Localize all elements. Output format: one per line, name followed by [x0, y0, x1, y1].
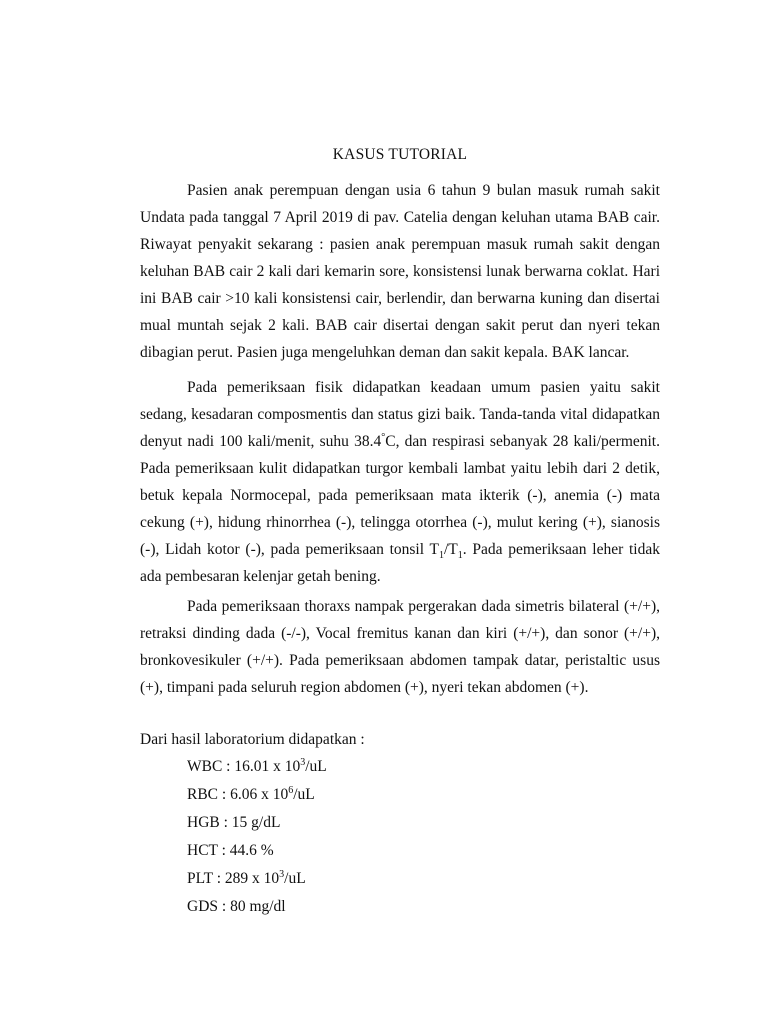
paragraph-history: Pasien anak perempuan dengan usia 6 tahun 9 bulan masuk rumah sakit Undata pada tanggal 7 April 2019 di pav. Catelia dengan keluhan utama BAB cair. Riwayat penyakit sekarang : pasien anak perempuan masuk rumah sakit dengan keluhan BAB cair 2 kali dari kemarin sore, konsistensi lunak berwarna coklat. Hari ini BAB cair >10 kali konsistensi cair, berlendir, dan berwarna kuning dan disertai mual muntah sejak 2 kali. BAB cair disertai dengan sakit perut dan nyeri tekan dibagian perut. Pasien juga mengeluhkan deman dan sakit kepala. BAK lancar.: [140, 182, 660, 361]
paragraph-physical-exam: [140, 374, 660, 590]
lab-item-plt: PLT : 289 x $10^3/uL$: [187, 868, 306, 887]
lab-item-hct: HCT : 44.6 %: [187, 842, 274, 859]
paragraph-thorax-abdomen: Pada pemeriksaan thoraxs nampak pergerakan dada simetris bilateral (+/+), retraksi dinding dada (-/-), Vocal fremitus kanan dan kiri (+/+), dan sonor (+/+), bronkovesikuler (+/+). Pada pemeriksaan abdomen tampak datar, peristaltic usus (+), timpani pada seluruh region abdomen (+), nyeri tekan abdomen (+).: [140, 598, 660, 696]
document-title: KASUS TUTORIAL: [332, 146, 468, 163]
degree-symbol: °: [381, 431, 386, 443]
paragraph-physical-exam-text-3: . Pada pemeriksaan leher tidak ada pembesaran kelenjar getah bening.: [140, 541, 660, 585]
lab-item-rbc: RBC : 6.06 x $10^6/uL$: [187, 784, 315, 803]
tonsil-subscript-1: 1: [438, 550, 444, 562]
tonsil-subscript-2: 1: [457, 550, 463, 562]
lab-item-hgb: HGB : 15 g/dL: [187, 814, 281, 831]
tonsil-slash: /T: [443, 541, 458, 558]
lab-item-wbc: WBC : 16.01 x $10^3/uL$: [187, 756, 327, 775]
lab-results-list: [187, 753, 327, 921]
lab-item-gds: GDS : 80 mg/dl: [187, 898, 286, 915]
paragraph-physical-exam-text-2: C, dan respirasi sebanyak 28 kali/permenit. Pada pemeriksaan kulit didapatkan turgor kembali lambat yaitu lebih dari 2 detik, betuk kepala Normocepal, pada pemeriksaan mata ikterik (-), anemia (-) mata cekung (+), hidung rhinorrhea (-), telingga otorrhea (-), mulut kering (+), sianosis (-), Lidah kotor (-), pada pemeriksaan tonsil T: [140, 433, 660, 558]
paragraph-physical-exam-text-1: Pada pemeriksaan fisik didapatkan keadaan umum pasien yaitu sakit sedang, kesadaran composmentis dan status gizi baik. Tanda-tanda vital didapatkan denyut nadi 100 kali/menit, suhu 38.4: [140, 379, 660, 450]
lab-intro: Dari hasil laboratorium didapatkan :: [140, 731, 365, 748]
